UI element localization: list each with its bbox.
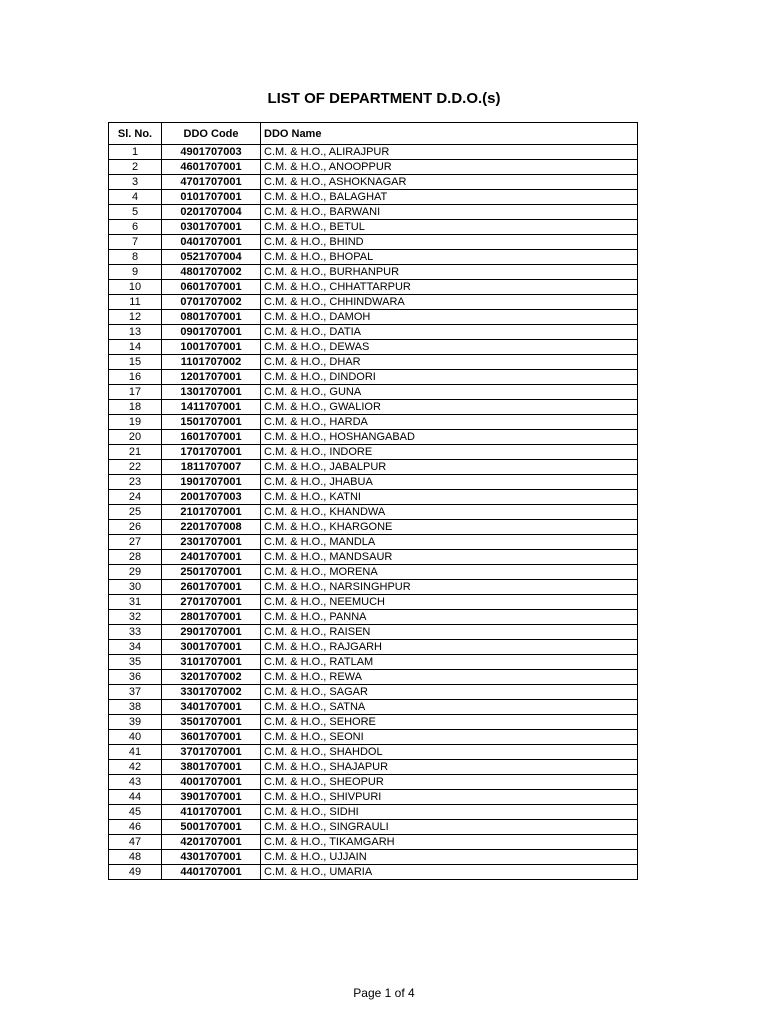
cell-ddo-name: C.M. & H.O., INDORE <box>261 445 638 460</box>
cell-sl-no: 19 <box>109 415 162 430</box>
cell-sl-no: 46 <box>109 820 162 835</box>
cell-ddo-name: C.M. & H.O., PANNA <box>261 610 638 625</box>
cell-ddo-name: C.M. & H.O., SEONI <box>261 730 638 745</box>
cell-ddo-name: C.M. & H.O., ALIRAJPUR <box>261 145 638 160</box>
cell-sl-no: 26 <box>109 520 162 535</box>
cell-ddo-name: C.M. & H.O., SHAHDOL <box>261 745 638 760</box>
cell-ddo-code: 0101707001 <box>162 190 261 205</box>
cell-ddo-name: C.M. & H.O., SHIVPURI <box>261 790 638 805</box>
cell-sl-no: 2 <box>109 160 162 175</box>
cell-ddo-code: 3501707001 <box>162 715 261 730</box>
cell-ddo-code: 4301707001 <box>162 850 261 865</box>
cell-ddo-name: C.M. & H.O., SATNA <box>261 700 638 715</box>
cell-ddo-name: C.M. & H.O., JABALPUR <box>261 460 638 475</box>
cell-ddo-code: 1601707001 <box>162 430 261 445</box>
cell-ddo-name: C.M. & H.O., REWA <box>261 670 638 685</box>
cell-sl-no: 20 <box>109 430 162 445</box>
cell-sl-no: 33 <box>109 625 162 640</box>
cell-sl-no: 29 <box>109 565 162 580</box>
cell-sl-no: 7 <box>109 235 162 250</box>
table-row <box>109 550 638 565</box>
table-row <box>109 505 638 520</box>
cell-sl-no: 14 <box>109 340 162 355</box>
cell-ddo-name: C.M. & H.O., MANDLA <box>261 535 638 550</box>
cell-ddo-code: 4201707001 <box>162 835 261 850</box>
table-row <box>109 820 638 835</box>
cell-ddo-name: C.M. & H.O., BURHANPUR <box>261 265 638 280</box>
cell-ddo-name: C.M. & H.O., NARSINGHPUR <box>261 580 638 595</box>
table-row <box>109 205 638 220</box>
cell-ddo-code: 1811707007 <box>162 460 261 475</box>
cell-sl-no: 15 <box>109 355 162 370</box>
cell-sl-no: 43 <box>109 775 162 790</box>
cell-sl-no: 9 <box>109 265 162 280</box>
cell-sl-no: 6 <box>109 220 162 235</box>
cell-ddo-name: C.M. & H.O., RATLAM <box>261 655 638 670</box>
cell-sl-no: 11 <box>109 295 162 310</box>
cell-sl-no: 17 <box>109 385 162 400</box>
cell-sl-no: 22 <box>109 460 162 475</box>
cell-sl-no: 13 <box>109 325 162 340</box>
cell-ddo-code: 4101707001 <box>162 805 261 820</box>
cell-sl-no: 1 <box>109 145 162 160</box>
cell-ddo-code: 1301707001 <box>162 385 261 400</box>
table-row <box>109 340 638 355</box>
cell-ddo-name: C.M. & H.O., CHHINDWARA <box>261 295 638 310</box>
cell-ddo-code: 2001707003 <box>162 490 261 505</box>
table-row <box>109 700 638 715</box>
cell-ddo-code: 2801707001 <box>162 610 261 625</box>
cell-ddo-name: C.M. & H.O., DINDORI <box>261 370 638 385</box>
cell-sl-no: 31 <box>109 595 162 610</box>
cell-ddo-code: 0401707001 <box>162 235 261 250</box>
cell-ddo-name: C.M. & H.O., KHANDWA <box>261 505 638 520</box>
cell-ddo-code: 0301707001 <box>162 220 261 235</box>
cell-ddo-name: C.M. & H.O., SIDHI <box>261 805 638 820</box>
table-row <box>109 280 638 295</box>
cell-sl-no: 23 <box>109 475 162 490</box>
table-row <box>109 640 638 655</box>
cell-sl-no: 25 <box>109 505 162 520</box>
cell-ddo-code: 3801707001 <box>162 760 261 775</box>
cell-sl-no: 30 <box>109 580 162 595</box>
cell-sl-no: 37 <box>109 685 162 700</box>
table-row <box>109 145 638 160</box>
cell-ddo-code: 3001707001 <box>162 640 261 655</box>
cell-sl-no: 12 <box>109 310 162 325</box>
table-row <box>109 625 638 640</box>
cell-sl-no: 5 <box>109 205 162 220</box>
table-row <box>109 580 638 595</box>
cell-sl-no: 34 <box>109 640 162 655</box>
header-ddo-code: DDO Code <box>162 123 261 145</box>
cell-ddo-code: 4901707003 <box>162 145 261 160</box>
cell-sl-no: 45 <box>109 805 162 820</box>
cell-sl-no: 4 <box>109 190 162 205</box>
cell-sl-no: 41 <box>109 745 162 760</box>
cell-ddo-name: C.M. & H.O., DEWAS <box>261 340 638 355</box>
table-row <box>109 730 638 745</box>
cell-ddo-name: C.M. & H.O., NEEMUCH <box>261 595 638 610</box>
table-body <box>109 145 638 880</box>
cell-ddo-code: 1101707002 <box>162 355 261 370</box>
cell-ddo-name: C.M. & H.O., RAISEN <box>261 625 638 640</box>
cell-ddo-name: C.M. & H.O., ASHOKNAGAR <box>261 175 638 190</box>
cell-ddo-code: 2401707001 <box>162 550 261 565</box>
cell-sl-no: 47 <box>109 835 162 850</box>
cell-ddo-code: 2201707008 <box>162 520 261 535</box>
cell-sl-no: 35 <box>109 655 162 670</box>
cell-ddo-code: 4601707001 <box>162 160 261 175</box>
cell-sl-no: 28 <box>109 550 162 565</box>
cell-ddo-code: 1411707001 <box>162 400 261 415</box>
cell-ddo-name: C.M. & H.O., TIKAMGARH <box>261 835 638 850</box>
cell-sl-no: 48 <box>109 850 162 865</box>
cell-ddo-code: 2101707001 <box>162 505 261 520</box>
cell-ddo-code: 2501707001 <box>162 565 261 580</box>
table-row <box>109 565 638 580</box>
table-row <box>109 220 638 235</box>
table-row <box>109 250 638 265</box>
table-row <box>109 355 638 370</box>
table-row <box>109 715 638 730</box>
cell-ddo-name: C.M. & H.O., MANDSAUR <box>261 550 638 565</box>
cell-ddo-name: C.M. & H.O., UMARIA <box>261 865 638 880</box>
cell-ddo-code: 0601707001 <box>162 280 261 295</box>
cell-sl-no: 40 <box>109 730 162 745</box>
cell-ddo-name: C.M. & H.O., BHIND <box>261 235 638 250</box>
cell-ddo-code: 0201707004 <box>162 205 261 220</box>
cell-sl-no: 24 <box>109 490 162 505</box>
cell-ddo-name: C.M. & H.O., RAJGARH <box>261 640 638 655</box>
table-row <box>109 190 638 205</box>
table-row <box>109 175 638 190</box>
cell-ddo-name: C.M. & H.O., MORENA <box>261 565 638 580</box>
table-row <box>109 850 638 865</box>
cell-ddo-name: C.M. & H.O., GWALIOR <box>261 400 638 415</box>
cell-ddo-name: C.M. & H.O., GUNA <box>261 385 638 400</box>
cell-ddo-name: C.M. & H.O., SAGAR <box>261 685 638 700</box>
cell-ddo-name: C.M. & H.O., SINGRAULI <box>261 820 638 835</box>
cell-ddo-name: C.M. & H.O., KATNI <box>261 490 638 505</box>
cell-ddo-code: 1501707001 <box>162 415 261 430</box>
cell-ddo-name: C.M. & H.O., SHEOPUR <box>261 775 638 790</box>
cell-ddo-name: C.M. & H.O., HARDA <box>261 415 638 430</box>
cell-ddo-code: 3301707002 <box>162 685 261 700</box>
cell-ddo-code: 2301707001 <box>162 535 261 550</box>
cell-ddo-code: 3401707001 <box>162 700 261 715</box>
cell-sl-no: 18 <box>109 400 162 415</box>
table-row <box>109 805 638 820</box>
table-row <box>109 535 638 550</box>
cell-sl-no: 39 <box>109 715 162 730</box>
cell-ddo-code: 1201707001 <box>162 370 261 385</box>
cell-ddo-code: 2601707001 <box>162 580 261 595</box>
table-row <box>109 460 638 475</box>
table-row <box>109 310 638 325</box>
cell-ddo-name: C.M. & H.O., SEHORE <box>261 715 638 730</box>
table-row <box>109 760 638 775</box>
table-row <box>109 745 638 760</box>
page-title: LIST OF DEPARTMENT D.D.O.(s) <box>267 90 501 107</box>
cell-ddo-name: C.M. & H.O., BHOPAL <box>261 250 638 265</box>
cell-sl-no: 32 <box>109 610 162 625</box>
cell-ddo-name: C.M. & H.O., HOSHANGABAD <box>261 430 638 445</box>
cell-ddo-code: 3101707001 <box>162 655 261 670</box>
cell-ddo-code: 3601707001 <box>162 730 261 745</box>
cell-ddo-code: 4401707001 <box>162 865 261 880</box>
cell-ddo-name: C.M. & H.O., DATIA <box>261 325 638 340</box>
cell-ddo-code: 3901707001 <box>162 790 261 805</box>
cell-sl-no: 42 <box>109 760 162 775</box>
cell-ddo-code: 2901707001 <box>162 625 261 640</box>
cell-ddo-code: 1001707001 <box>162 340 261 355</box>
table-row <box>109 490 638 505</box>
table-header-row <box>109 123 638 145</box>
cell-sl-no: 49 <box>109 865 162 880</box>
cell-sl-no: 10 <box>109 280 162 295</box>
table-row <box>109 430 638 445</box>
cell-ddo-code: 1701707001 <box>162 445 261 460</box>
cell-sl-no: 36 <box>109 670 162 685</box>
table-row <box>109 775 638 790</box>
cell-ddo-name: C.M. & H.O., KHARGONE <box>261 520 638 535</box>
cell-ddo-code: 3201707002 <box>162 670 261 685</box>
table-row <box>109 475 638 490</box>
table-row <box>109 265 638 280</box>
table-row <box>109 295 638 310</box>
table-row <box>109 610 638 625</box>
cell-sl-no: 38 <box>109 700 162 715</box>
cell-ddo-code: 1901707001 <box>162 475 261 490</box>
table-row <box>109 835 638 850</box>
cell-sl-no: 44 <box>109 790 162 805</box>
cell-ddo-code: 0901707001 <box>162 325 261 340</box>
cell-sl-no: 21 <box>109 445 162 460</box>
table-row <box>109 865 638 880</box>
cell-sl-no: 3 <box>109 175 162 190</box>
table-row <box>109 520 638 535</box>
cell-ddo-name: C.M. & H.O., CHHATTARPUR <box>261 280 638 295</box>
cell-ddo-name: C.M. & H.O., BALAGHAT <box>261 190 638 205</box>
table-row <box>109 385 638 400</box>
header-sl-no: Sl. No. <box>109 123 162 145</box>
cell-sl-no: 27 <box>109 535 162 550</box>
cell-ddo-code: 3701707001 <box>162 745 261 760</box>
table-row <box>109 685 638 700</box>
table-row <box>109 445 638 460</box>
table-row <box>109 595 638 610</box>
cell-ddo-code: 0701707002 <box>162 295 261 310</box>
cell-ddo-code: 2701707001 <box>162 595 261 610</box>
table-row <box>109 235 638 250</box>
cell-ddo-name: C.M. & H.O., BETUL <box>261 220 638 235</box>
table-row <box>109 160 638 175</box>
header-ddo-name: DDO Name <box>261 123 638 145</box>
cell-ddo-name: C.M. & H.O., BARWANI <box>261 205 638 220</box>
cell-ddo-name: C.M. & H.O., UJJAIN <box>261 850 638 865</box>
cell-ddo-name: C.M. & H.O., SHAJAPUR <box>261 760 638 775</box>
ddo-table <box>108 122 638 880</box>
table-row <box>109 325 638 340</box>
table-row <box>109 790 638 805</box>
cell-sl-no: 16 <box>109 370 162 385</box>
cell-ddo-code: 0801707001 <box>162 310 261 325</box>
cell-ddo-code: 5001707001 <box>162 820 261 835</box>
table-row <box>109 400 638 415</box>
page-number: Page 1 of 4 <box>353 986 415 1000</box>
table-row <box>109 415 638 430</box>
table-row <box>109 655 638 670</box>
cell-ddo-code: 4701707001 <box>162 175 261 190</box>
cell-ddo-name: C.M. & H.O., DHAR <box>261 355 638 370</box>
cell-ddo-name: C.M. & H.O., ANOOPPUR <box>261 160 638 175</box>
table-row <box>109 670 638 685</box>
cell-ddo-name: C.M. & H.O., JHABUA <box>261 475 638 490</box>
cell-ddo-code: 0521707004 <box>162 250 261 265</box>
cell-ddo-code: 4801707002 <box>162 265 261 280</box>
cell-ddo-code: 4001707001 <box>162 775 261 790</box>
cell-ddo-name: C.M. & H.O., DAMOH <box>261 310 638 325</box>
table-row <box>109 370 638 385</box>
cell-sl-no: 8 <box>109 250 162 265</box>
